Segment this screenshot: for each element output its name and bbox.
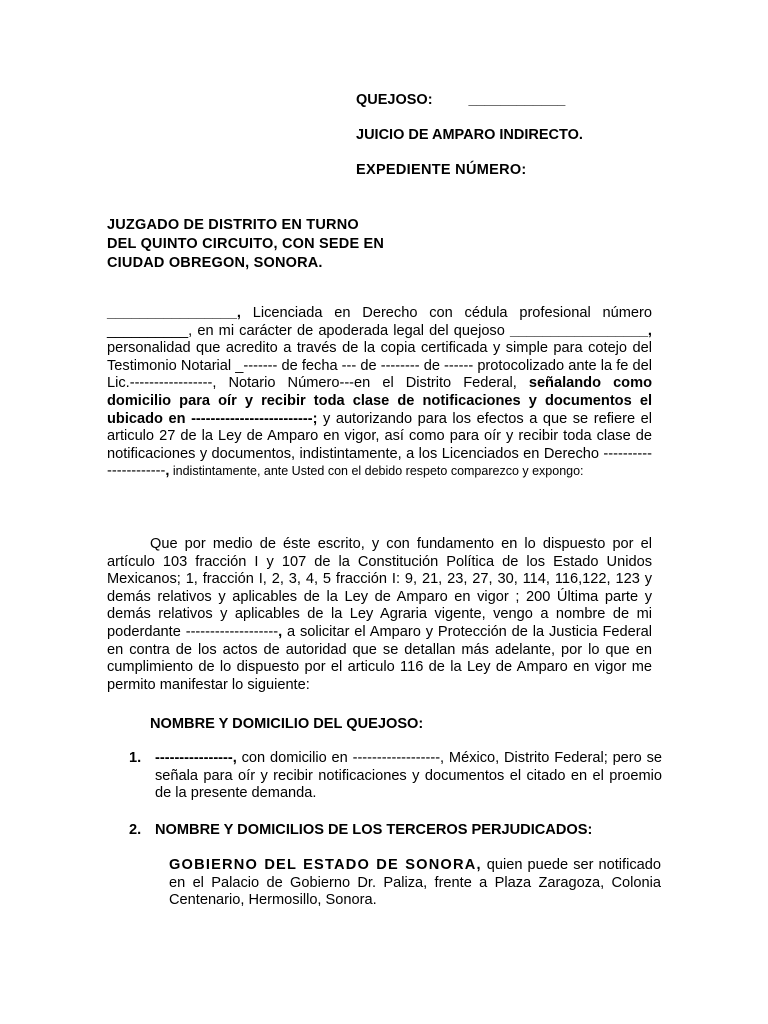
juicio-line: JUICIO DE AMPARO INDIRECTO.	[356, 127, 583, 143]
client-blank: _________________,	[509, 322, 652, 339]
basis-text-1: Que por medio de éste escrito, y con fundamento en lo dispuesto por el artículo 103 fracción I y 107 de la Constitución Política de los Estado Unidos Mexicanos; 1, fracción I, 2, 3, 4, 5 fracción I: 9, 21, 23, 27, 30, 114, 116,122, 123 y demás relativos y aplicables de la Ley de Amparo en vigor ; 200 Última parte y demás relativos y aplicables de la Ley Agraria vigente, vengo a nombre de mi poderdante -------------------	[107, 536, 652, 640]
court-line-1: JUZGADO DE DISTRITO EN TURNO	[107, 217, 359, 233]
intro-comma: ,	[165, 463, 170, 480]
intro-text-1: Licenciada en Derecho con cédula profesional número __________, en mi carácter de apoderada legal del quejoso	[107, 305, 652, 339]
section-title: NOMBRE Y DOMICILIO DEL QUEJOSO:	[150, 716, 424, 732]
item1-text: con domicilio en ------------------, México, Distrito Federal; pero se señala para oír y recibir notificaciones y documentos el citado en el proemio de la presente demanda.	[155, 750, 662, 802]
intro-paragraph	[107, 305, 652, 481]
third-party-entry	[169, 857, 661, 910]
basis-text-2: a solicitar el Amparo y Protección de la Justicia Federal en contra de los actos de autoridad que se detallan más adelante, por lo que en cumplimiento de lo dispuesto por el articulo 116 de la Ley de Amparo en vigor me permito manifestar lo siguiente:	[107, 623, 653, 693]
court-addressee	[107, 216, 384, 273]
quejoso-label: QUEJOSO:	[356, 92, 433, 108]
list-item	[129, 750, 662, 803]
item-number: 1.	[129, 750, 142, 766]
third-party-name: GOBIERNO DEL ESTADO DE SONORA,	[169, 857, 482, 873]
quejoso-blank: ____________	[468, 92, 566, 108]
item1-name: ----------------,	[155, 750, 237, 766]
third-party-address: quien puede ser notificado en el Palacio de Gobierno Dr. Paliza, frente a Plaza Zaragoza, Colonia Centenario, Hermosillo, Sonora.	[169, 857, 661, 909]
basis-comma: ,	[278, 623, 283, 640]
domicilio-bold: señalando como domicilio para oír y recibir toda clase de notificaciones y documentos el ubicado en -------------------------;	[107, 375, 652, 427]
item2-heading: NOMBRE Y DOMICILIOS DE LOS TERCEROS PERJUDICADOS:	[155, 822, 593, 838]
list-item	[129, 822, 662, 840]
quejoso-line	[356, 91, 583, 109]
expediente-line: EXPEDIENTE NÚMERO:	[356, 162, 527, 178]
intro-text-2: personalidad que acredito a través de la copia certificada y simple para cotejo del Testimonio Notarial _------- de fecha --- de -------- de ------ protocolizado ante la fe del Lic.-----------------, Notario Número---en el Distrito Federal,	[107, 340, 652, 392]
case-header	[356, 91, 583, 196]
name-blank: ________________,	[107, 305, 241, 321]
court-line-2: DEL QUINTO CIRCUITO, CON SEDE EN	[107, 236, 385, 252]
item-number: 2.	[129, 822, 142, 838]
intro-small-text: indistintamente, ante Usted con el debido respeto comparezco y expongo:	[169, 464, 584, 479]
basis-paragraph	[107, 536, 652, 694]
intro-text-3: y autorizando para los efectos a que se refiere el articulo 27 de la Ley de Amparo en vigor, así como para oír y recibir toda clase de notificaciones y documentos, indistintamente, a los Licenciados en Derecho ----------------------	[107, 410, 652, 480]
court-line-3: CIUDAD OBREGON, SONORA.	[107, 255, 323, 271]
